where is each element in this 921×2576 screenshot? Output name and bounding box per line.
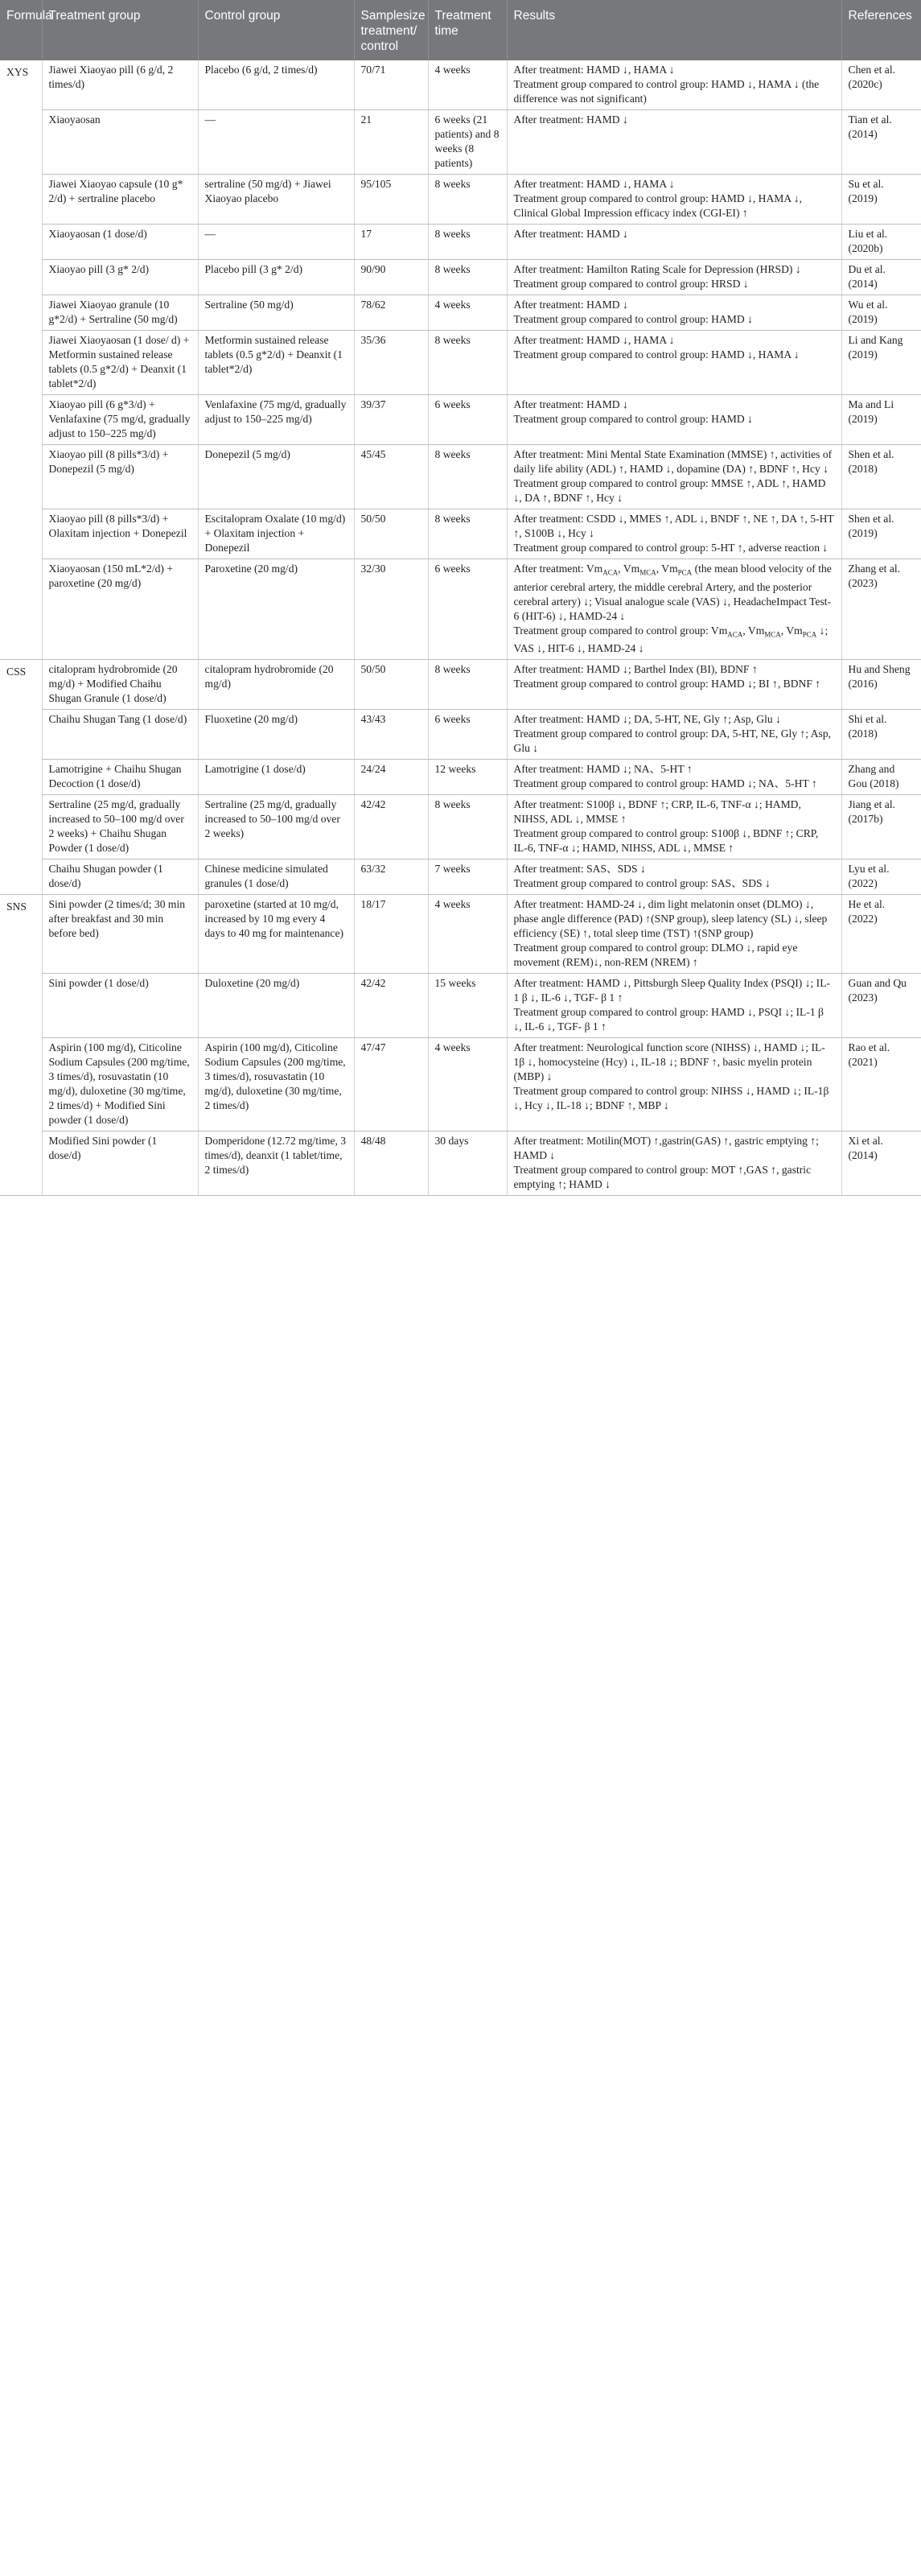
results-cell: After treatment: CSDD ↓, MMES ↑, ADL ↓, BNDF ↑, NE ↑, DA ↑, 5-HT ↑, S100B ↓, Hcy ↓ Treatment group compared to control group: 5-HT ↑, adverse reaction ↓ <box>507 509 841 559</box>
treatment-time-cell: 7 weeks <box>428 859 507 895</box>
treatment-cell: Jiawei Xiaoyaosan (1 dose/ d) + Metformin sustained release tablets (0.5 g*2/d) + Deanxit (1 tablet*2/d) <box>42 331 198 395</box>
treatment-time-cell: 8 weeks <box>428 660 507 710</box>
table-row <box>0 395 921 445</box>
formula-cell: SNS <box>6 901 27 913</box>
control-cell: Donepezil (5 mg/d) <box>198 445 354 509</box>
reference-cell: Su et al. (2019) <box>841 175 921 225</box>
treatment-cell: Lamotrigine + Chaihu Shugan Decoction (1 dose/d) <box>42 760 198 795</box>
reference-cell: Hu and Sheng (2016) <box>841 660 921 710</box>
results-cell: After treatment: Neurological function score (NIHSS) ↓, HAMD ↓; IL-1β ↓, homocysteine (Hcy) ↓, IL-18 ↓; BDNF ↑, basic myelin protein (MBP) ↓ Treatment group compared to control group: NIHSS ↓, HAMD ↓; IL-1β ↓, Hcy ↓, IL-18 ↓; BDNF ↑, MBP ↓ <box>507 1038 841 1131</box>
reference-cell: Rao et al. (2021) <box>841 1038 921 1131</box>
header-control-group: Control group <box>198 0 354 60</box>
samplesize-cell: 35/36 <box>354 331 428 395</box>
table-row <box>0 795 921 859</box>
table-row <box>0 760 921 795</box>
formula-cell: CSS <box>6 666 27 678</box>
formula-cell <box>0 395 42 445</box>
table-row <box>0 295 921 331</box>
header-treatment-time: Treatment time <box>428 0 507 60</box>
header-treatment-group: Treatment group <box>42 0 198 60</box>
results-cell: After treatment: HAMD ↓; NA、5-HT ↑ Treatment group compared to control group: HAMD ↓; NA、5-HT ↑ <box>507 760 841 795</box>
treatment-cell: citalopram hydrobromide (20 mg/d) + Modified Chaihu Shugan Granule (1 dose/d) <box>42 660 198 710</box>
results-cell: After treatment: HAMD ↓ <box>507 110 841 175</box>
table-row <box>0 859 921 895</box>
reference-cell: Du et al. (2014) <box>841 260 921 295</box>
results-cell: After treatment: HAMD ↓ <box>507 225 841 260</box>
treatment-time-cell: 8 weeks <box>428 331 507 395</box>
table-row <box>0 710 921 760</box>
control-cell: — <box>198 225 354 260</box>
results-cell: After treatment: HAMD ↓ Treatment group compared to control group: HAMD ↓ <box>507 395 841 445</box>
reference-cell: Wu et al. (2019) <box>841 295 921 331</box>
formula-cell <box>0 175 42 225</box>
samplesize-cell: 42/42 <box>354 795 428 859</box>
results-cell: After treatment: HAMD ↓, Pittsburgh Sleep Quality Index (PSQI) ↓; IL-1 β ↓, IL-6 ↓, TGF- β 1 ↑ Treatment group compared to control group: HAMD ↓, PSQI ↓; IL-1 β ↓, IL-6 ↓, TGF- β 1 ↑ <box>507 974 841 1038</box>
reference-cell: Guan and Qu (2023) <box>841 974 921 1038</box>
treatment-cell: Jiawei Xiaoyao capsule (10 g* 2/d) + sertraline placebo <box>42 175 198 225</box>
control-cell: Chinese medicine simulated granules (1 dose/d) <box>198 859 354 895</box>
header-formula: Formula <box>0 0 42 60</box>
control-cell: Escitalopram Oxalate (10 mg/d) + Olaxitam injection + Donepezil <box>198 509 354 559</box>
control-cell: paroxetine (started at 10 mg/d, increased by 10 mg every 4 days to 40 mg for maintenance) <box>198 895 354 974</box>
samplesize-cell: 18/17 <box>354 895 428 974</box>
results-cell: After treatment: HAMD ↓, HAMA ↓ Treatment group compared to control group: HAMD ↓, HAMA ↓, Clinical Global Impression efficacy index (CGI-EI) ↑ <box>507 175 841 225</box>
table-row <box>0 1038 921 1131</box>
samplesize-cell: 50/50 <box>354 660 428 710</box>
treatment-cell: Xiaoyaosan <box>42 110 198 175</box>
samplesize-cell: 63/32 <box>354 859 428 895</box>
samplesize-cell: 50/50 <box>354 509 428 559</box>
control-cell: Placebo pill (3 g* 2/d) <box>198 260 354 295</box>
control-cell: citalopram hydrobromide (20 mg/d) <box>198 660 354 710</box>
reference-cell: Zhang and Gou (2018) <box>841 760 921 795</box>
treatment-time-cell: 6 weeks <box>428 395 507 445</box>
treatment-cell: Sini powder (2 times/d; 30 min after breakfast and 30 min before bed) <box>42 895 198 974</box>
table-row <box>0 60 921 110</box>
treatment-time-cell: 8 weeks <box>428 795 507 859</box>
treatment-cell: Xiaoyao pill (3 g* 2/d) <box>42 260 198 295</box>
treatment-time-cell: 12 weeks <box>428 760 507 795</box>
table-row <box>0 331 921 395</box>
results-cell: After treatment: Motilin(MOT) ↑,gastrin(GAS) ↑, gastric emptying ↑; HAMD ↓ Treatment group compared to control group: MOT ↑,GAS ↑, gastric emptying ↑; HAMD ↓ <box>507 1131 841 1196</box>
treatment-cell: Xiaoyaosan (1 dose/d) <box>42 225 198 260</box>
formula-cell <box>0 110 42 175</box>
treatment-cell: Jiawei Xiaoyao granule (10 g*2/d) + Sertraline (50 mg/d) <box>42 295 198 331</box>
header-references: References <box>841 0 921 60</box>
samplesize-cell: 48/48 <box>354 1131 428 1196</box>
formula-cell: XYS <box>6 66 29 78</box>
results-cell: After treatment: Mini Mental State Examination (MMSE) ↑, activities of daily life ability (ADL) ↑, HAMD ↓, dopamine (DA) ↑, BDNF ↑, Hcy ↓ Treatment group compared to control group: MMSE ↑, ADL ↑, HAMD ↓, DA ↑, BDNF ↑, Hcy ↓ <box>507 445 841 509</box>
control-cell: Lamotrigine (1 dose/d) <box>198 760 354 795</box>
treatment-time-cell: 8 weeks <box>428 445 507 509</box>
table-row <box>0 1131 921 1196</box>
treatment-cell: Xiaoyao pill (8 pills*3/d) + Donepezil (5 mg/d) <box>42 445 198 509</box>
reference-cell: Shen et al. (2018) <box>841 445 921 509</box>
table-row <box>0 895 921 974</box>
reference-cell: Lyu et al. (2022) <box>841 859 921 895</box>
control-cell: Placebo (6 g/d, 2 times/d) <box>198 60 354 110</box>
formula-cell <box>0 795 42 859</box>
formula-cell <box>0 859 42 895</box>
treatment-time-cell: 8 weeks <box>428 225 507 260</box>
samplesize-cell: 42/42 <box>354 974 428 1038</box>
results-cell: After treatment: HAMD-24 ↓, dim light melatonin onset (DLMO) ↓, phase angle difference (PAD) ↑(SNP group), sleep latency (SL) ↓, sleep efficiency (SE) ↑, total sleep time (TST) ↑(SNP group) Treatment group compared to control group: DLMO ↓, rapid eye movement (REM)↓, non-REM (NREM) ↑ <box>507 895 841 974</box>
control-cell: sertraline (50 mg/d) + Jiawei Xiaoyao placebo <box>198 175 354 225</box>
treatment-time-cell: 8 weeks <box>428 509 507 559</box>
samplesize-cell: 78/62 <box>354 295 428 331</box>
samplesize-cell: 32/30 <box>354 559 428 660</box>
control-cell: Fluoxetine (20 mg/d) <box>198 710 354 760</box>
table-row <box>0 559 921 660</box>
results-cell: After treatment: HAMD ↓; Barthel Index (BI), BDNF ↑ Treatment group compared to control group: HAMD ↓; BI ↑, BDNF ↑ <box>507 660 841 710</box>
treatment-cell: Sertraline (25 mg/d, gradually increased to 50–100 mg/d over 2 weeks) + Chaihu Shugan Powder (1 dose/d) <box>42 795 198 859</box>
samplesize-cell: 17 <box>354 225 428 260</box>
samplesize-cell: 43/43 <box>354 710 428 760</box>
treatment-cell: Aspirin (100 mg/d), Citicoline Sodium Capsules (200 mg/time, 3 times/d), rosuvastatin (10 mg/d), duloxetine (30 mg/time, 2 times/d) + Modified Sini powder (1 dose/d) <box>42 1038 198 1131</box>
treatment-time-cell: 6 weeks (21 patients) and 8 weeks (8 patients) <box>428 110 507 175</box>
results-cell: After treatment: S100β ↓, BDNF ↑; CRP, IL-6, TNF-α ↓; HAMD, NIHSS, ADL ↓, MMSE ↑ Treatment group compared to control group: S100β ↓, BDNF ↑; CRP, IL-6, TNF-α ↓; HAMD, NIHSS, ADL ↓, MMSE ↑ <box>507 795 841 859</box>
header-row <box>0 0 921 60</box>
treatment-time-cell: 6 weeks <box>428 559 507 660</box>
treatment-cell: Xiaoyaosan (150 mL*2/d) + paroxetine (20 mg/d) <box>42 559 198 660</box>
header-samplesize: Samplesize treatment/ control <box>354 0 428 60</box>
results-cell: After treatment: HAMD ↓ Treatment group compared to control group: HAMD ↓ <box>507 295 841 331</box>
control-cell: Metformin sustained release tablets (0.5 g*2/d) + Deanxit (1 tablet*2/d) <box>198 331 354 395</box>
formula-cell <box>0 1038 42 1131</box>
samplesize-cell: 47/47 <box>354 1038 428 1131</box>
table-row <box>0 175 921 225</box>
control-cell: Duloxetine (20 mg/d) <box>198 974 354 1038</box>
control-cell: Aspirin (100 mg/d), Citicoline Sodium Capsules (200 mg/time, 3 times/d), rosuvastatin (10 mg/d), duloxetine (30 mg/time, 2 times/d) <box>198 1038 354 1131</box>
reference-cell: He et al. (2022) <box>841 895 921 974</box>
control-cell: Sertraline (50 mg/d) <box>198 295 354 331</box>
formula-cell <box>0 509 42 559</box>
formula-cell <box>0 559 42 660</box>
formula-cell <box>0 710 42 760</box>
table-row <box>0 445 921 509</box>
treatment-cell: Xiaoyao pill (8 pills*3/d) + Olaxitam injection + Donepezil <box>42 509 198 559</box>
control-cell: Sertraline (25 mg/d, gradually increased to 50–100 mg/d over 2 weeks) <box>198 795 354 859</box>
table-row <box>0 509 921 559</box>
table-row <box>0 974 921 1038</box>
results-cell: After treatment: HAMD ↓; DA, 5-HT, NE, Gly ↑; Asp, Glu ↓ Treatment group compared to control group: DA, 5-HT, NE, Gly ↑; Asp, Glu ↓ <box>507 710 841 760</box>
formula-cell <box>0 445 42 509</box>
table-header <box>0 0 921 60</box>
control-cell: Venlafaxine (75 mg/d, gradually adjust to 150–225 mg/d) <box>198 395 354 445</box>
reference-cell: Ma and Li (2019) <box>841 395 921 445</box>
reference-cell: Zhang et al. (2023) <box>841 559 921 660</box>
treatment-time-cell: 4 weeks <box>428 1038 507 1131</box>
samplesize-cell: 70/71 <box>354 60 428 110</box>
formula-cell <box>0 760 42 795</box>
results-cell: After treatment: Hamilton Rating Scale for Depression (HRSD) ↓ Treatment group compared to control group: HRSD ↓ <box>507 260 841 295</box>
treatment-time-cell: 4 weeks <box>428 895 507 974</box>
control-cell: — <box>198 110 354 175</box>
treatment-time-cell: 8 weeks <box>428 260 507 295</box>
table-row <box>0 260 921 295</box>
samplesize-cell: 21 <box>354 110 428 175</box>
table-row <box>0 110 921 175</box>
table-body <box>0 60 921 1196</box>
reference-cell: Shi et al. (2018) <box>841 710 921 760</box>
formula-cell <box>0 225 42 260</box>
formula-cell <box>0 295 42 331</box>
treatment-time-cell: 8 weeks <box>428 175 507 225</box>
reference-cell: Li and Kang (2019) <box>841 331 921 395</box>
results-cell: After treatment: $Vm_{ACA}$, $Vm_{MCA}$, $Vm_{PCA}$ (the mean blood velocity of the anterior cerebral artery, the middle cerebral Artery, and the posterior cerebral artery) ↓; Visual analogue scale (VAS) ↓, HeadacheImpact Test-6 (HIT-6) ↓, HAMD-24 ↓ Treatment group compared to control group: $Vm_{ACA}$, $Vm_{MCA}$, $Vm_{PCA}$ ↓; VAS ↓, HIT-6 ↓, HAMD-24 ↓ <box>507 559 841 660</box>
treatment-time-cell: 4 weeks <box>428 60 507 110</box>
treatment-cell: Chaihu Shugan powder (1 dose/d) <box>42 859 198 895</box>
treatment-cell: Jiawei Xiaoyao pill (6 g/d, 2 times/d) <box>42 60 198 110</box>
formula-cell <box>0 974 42 1038</box>
reference-cell: Jiang et al. (2017b) <box>841 795 921 859</box>
comparison-table <box>0 0 921 1196</box>
header-results: Results <box>507 0 841 60</box>
samplesize-cell: 90/90 <box>354 260 428 295</box>
results-cell: After treatment: SAS、SDS ↓ Treatment group compared to control group: SAS、SDS ↓ <box>507 859 841 895</box>
table-row <box>0 225 921 260</box>
formula-cell <box>0 260 42 295</box>
formula-cell <box>0 331 42 395</box>
treatment-cell: Xiaoyao pill (6 g*3/d) + Venlafaxine (75 mg/d, gradually adjust to 150–225 mg/d) <box>42 395 198 445</box>
reference-cell: Tian et al. (2014) <box>841 110 921 175</box>
formula-cell <box>0 1131 42 1196</box>
reference-cell: Shen et al. (2019) <box>841 509 921 559</box>
treatment-time-cell: 6 weeks <box>428 710 507 760</box>
reference-cell: Xi et al. (2014) <box>841 1131 921 1196</box>
table-row <box>0 660 921 710</box>
samplesize-cell: 45/45 <box>354 445 428 509</box>
results-cell: After treatment: HAMD ↓, HAMA ↓ Treatment group compared to control group: HAMD ↓, HAMA ↓ <box>507 331 841 395</box>
treatment-time-cell: 4 weeks <box>428 295 507 331</box>
results-cell: After treatment: HAMD ↓, HAMA ↓ Treatment group compared to control group: HAMD ↓, HAMA ↓ (the difference was not significant) <box>507 60 841 110</box>
reference-cell: Chen et al. (2020c) <box>841 60 921 110</box>
control-cell: Domperidone (12.72 mg/time, 3 times/d), deanxit (1 tablet/time, 2 times/d) <box>198 1131 354 1196</box>
samplesize-cell: 24/24 <box>354 760 428 795</box>
control-cell: Paroxetine (20 mg/d) <box>198 559 354 660</box>
treatment-cell: Modified Sini powder (1 dose/d) <box>42 1131 198 1196</box>
samplesize-cell: 39/37 <box>354 395 428 445</box>
treatment-cell: Sini powder (1 dose/d) <box>42 974 198 1038</box>
treatment-time-cell: 15 weeks <box>428 974 507 1038</box>
samplesize-cell: 95/105 <box>354 175 428 225</box>
treatment-time-cell: 30 days <box>428 1131 507 1196</box>
treatment-cell: Chaihu Shugan Tang (1 dose/d) <box>42 710 198 760</box>
reference-cell: Liu et al. (2020b) <box>841 225 921 260</box>
